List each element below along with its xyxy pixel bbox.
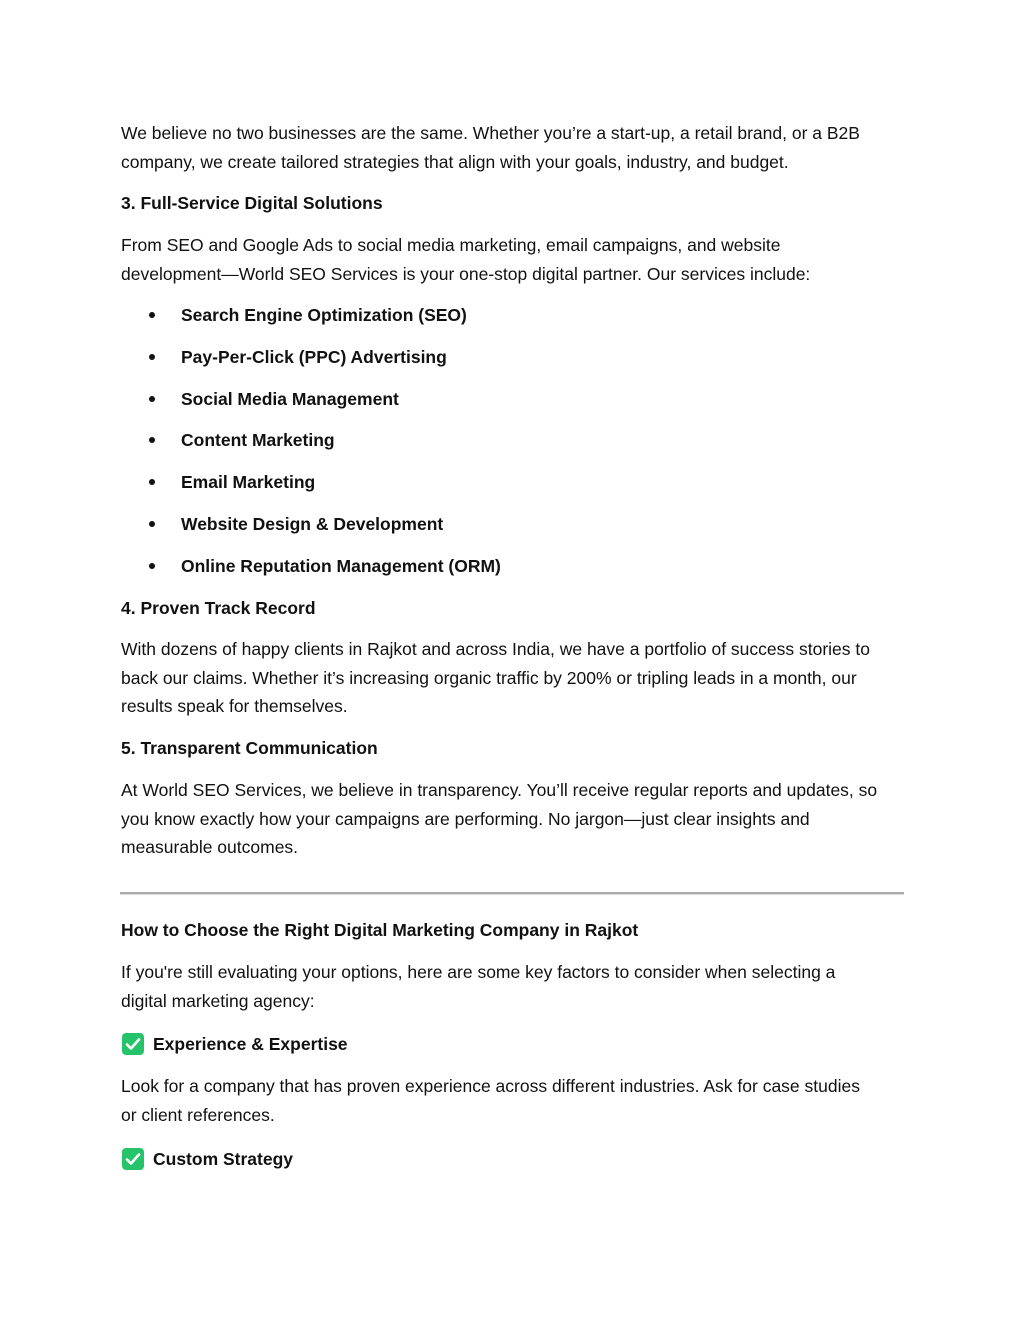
service-label: Email Marketing xyxy=(181,472,316,492)
section-4-line: back our claims. Whether it’s increasing organic traffic by 200% or tripling leads in a month, our xyxy=(121,667,857,688)
intro-paragraph xyxy=(121,119,906,176)
check-mark-icon xyxy=(122,1148,144,1170)
section-3-line: From SEO and Google Ads to social media marketing, email campaigns, and website xyxy=(121,235,781,255)
service-label: Website Design & Development xyxy=(181,514,444,534)
choose-paragraph xyxy=(121,958,906,1015)
section-4-line: results speak for themselves. xyxy=(121,696,348,716)
section-3-paragraph xyxy=(121,231,906,288)
section-5-line: you know exactly how your campaigns are performing. No jargon—just clear insights and xyxy=(121,808,810,829)
intro-line: company, we create tailored strategies that align with your goals, industry, and budget. xyxy=(121,151,789,172)
bullet-icon xyxy=(149,563,155,569)
service-list-item xyxy=(149,345,849,369)
service-list-item xyxy=(149,554,849,578)
intro-line: We believe no two businesses are the same. Whether you’re a start-up, a retail brand, or a B2B xyxy=(121,123,860,143)
horizontal-divider xyxy=(120,892,904,895)
service-list-item xyxy=(149,428,849,452)
bullet-icon xyxy=(149,396,155,402)
bullet-icon xyxy=(149,479,155,485)
factor-title: Experience & Expertise xyxy=(153,1034,348,1054)
service-list-item xyxy=(149,387,849,411)
service-list-item xyxy=(149,303,849,327)
section-4-paragraph xyxy=(121,635,906,721)
bullet-icon xyxy=(149,521,155,527)
service-list-item xyxy=(149,470,849,494)
service-label: Social Media Management xyxy=(181,389,399,409)
bullet-icon xyxy=(149,312,155,318)
section-4-heading: 4. Proven Track Record xyxy=(121,598,316,618)
bullet-icon xyxy=(149,354,155,360)
factor-line: or client references. xyxy=(121,1104,275,1125)
service-label: Pay-Per-Click (PPC) Advertising xyxy=(181,347,447,367)
check-mark-icon xyxy=(122,1033,144,1055)
section-5-paragraph xyxy=(121,776,906,862)
choose-heading: How to Choose the Right Digital Marketing Company in Rajkot xyxy=(121,920,639,940)
section-3-heading: 3. Full-Service Digital Solutions xyxy=(121,193,383,213)
factor-line: Look for a company that has proven experience across different industries. Ask for case studies xyxy=(121,1076,860,1096)
section-5-line: measurable outcomes. xyxy=(121,837,299,857)
service-list-item xyxy=(149,512,849,536)
bullet-icon xyxy=(149,437,155,443)
section-5-line: At World SEO Services, we believe in transparency. You’ll receive regular reports and updates, so xyxy=(121,780,878,800)
choose-line: If you're still evaluating your options, here are some key factors to consider when selecting a xyxy=(121,962,836,982)
service-label: Content Marketing xyxy=(181,430,335,450)
factor-experience-paragraph xyxy=(121,1072,906,1129)
section-4-line: With dozens of happy clients in Rajkot and across India, we have a portfolio of success stories to xyxy=(121,639,870,659)
factor-title: Custom Strategy xyxy=(153,1149,294,1169)
service-label: Online Reputation Management (ORM) xyxy=(181,556,501,576)
section-3-line: development—World SEO Services is your one-stop digital partner. Our services include: xyxy=(121,263,811,284)
section-5-heading: 5. Transparent Communication xyxy=(121,738,378,758)
choose-line: digital marketing agency: xyxy=(121,990,315,1011)
service-label: Search Engine Optimization (SEO) xyxy=(181,305,467,325)
